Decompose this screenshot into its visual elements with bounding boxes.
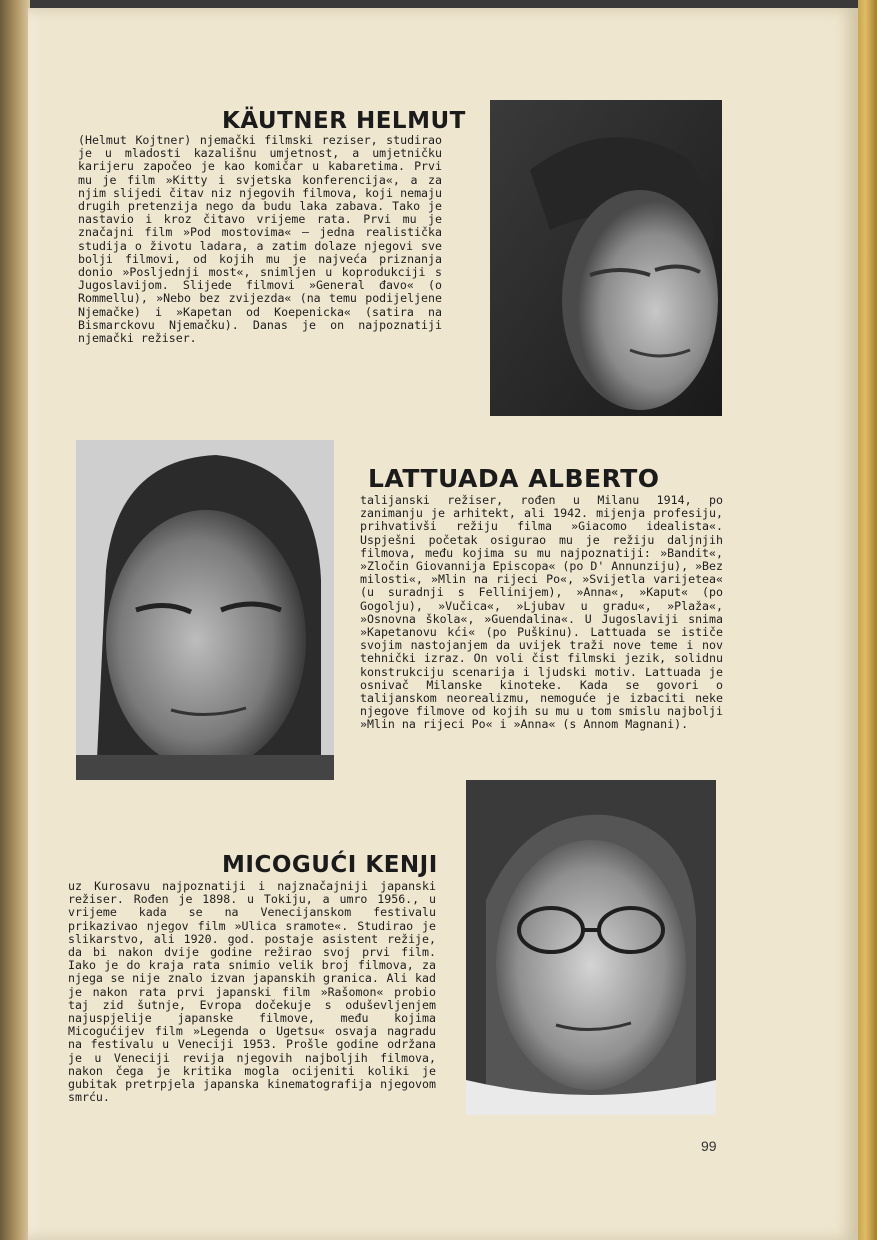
text-micoguci: uz Kurosavu najpoznatiji i najznačajniji japanski režiser. Rođen je 1898. u Tokiju, a umro 1956., u vrijeme kada se na Venecijanskom festivalu prikazivao njegov film »Ulica sramote«. Studirao je slikarstvo, ali 1920. god. postaje asistent režije, da bi nakon dvije godine režirao svoj prvi film. Iako je do kraja rata snimio velik broj filmova, za njega se nije znalo izvan japanskih granica. Ali kad je nakon rata prvi japanski film »Rašomon« probio taj zid šutnje, Evropa dočekuje s oduševljenjem najuspjelije japanske filmove, među kojima Micogućijev film »Legenda o Ugetsu« osvaja nagradu na festivalu u Veneciji 1953. Prošle godine održana je u Veneciji revija njegovih najboljih filmova, nakon čega je kritika mogla ocijeniti koliki je gubitak pretrpjela japanska kinematografija njegovom smrću. [68,879,436,1105]
page-number: 99 [701,1138,717,1154]
heading-lattuada: LATTUADA ALBERTO [368,464,660,493]
text-lattuada: talijanski režiser, rođen u Milanu 1914, po zanimanju je arhitekt, ali 1942. mijenja profesiju, prihvativši režiju filma »Giacomo idealista«. Uspješni početak osigurao mu je režiju daljnjih filmova, među kojima su mu najpoznatiji: »Bandit«, »Zločin Giovannija Episcopa« (po D' Annunziju), »Bez milosti«, »Mlin na rijeci Po«, »Svijetla varijetea« (u suradnji s Fellinijem), »Anna«, »Kaput« (po Gogolju), »Vučica«, »Ljubav u gradu«, »Plaža«, »Osnovna škola«, »Guendalina«. U Jugoslaviji snima »Kapetanovu kći« (po Puškinu). Lattuada se ističe svojim nastojanjem da uvijek traži nove teme i nov tehnički izraz. On voli čist filmski jezik, solidnu konstrukciju scenarija i ljudski motiv. Lattuada je osnivač Milanske kinoteke. Kada se govori o talijanskom neorealizmu, nemoguće je izbaciti neke njegove filmove od kojih su mu u tom smislu najbolji »Mlin na rijeci Po« i »Anna« (s Annom Magnani). [360,493,723,732]
text-kautner: (Helmut Kojtner) njemački filmski reziser, studirao je u mladosti kazališnu umjetnost, a umjetničku karijeru započeo je kao komičar u kabaretima. Prvi mu je film »Kitty i svjetska konferencija«, a za njim slijedi čitav niz njegovih filmova, koji nemaju drugih pretenzija nego da budu laka zabava. Tako je nastavio i kroz čitavo vrijeme rata. Prvi mu je značajni film »Pod mostovima« — jedna realistička studija o životu ladara, a zatim dolaze njegovi sve bolji filmovi, od kojih mu je najveća priznanja donio »Posljednji most«, snimljen u koprodukciji s Jugoslavijom. Slijede filmovi »General đavo« (o Rommellu), »Nebo bez zvijezda« (na temu podijeljene Njemačke) i »Kapetan od Koepenicka« (satira na Bismarckovu Njemačku). Danas je on najpoznatiji njemački režiser. [78,133,442,346]
photo-kautner [490,100,722,416]
book-spine [0,0,30,1240]
heading-micoguci: MICOGUĆI KENJI [222,852,438,878]
page-edge [858,0,877,1240]
photo-lattuada [76,440,334,780]
heading-kautner: KÄUTNER HELMUT [222,108,466,134]
photo-micoguci [466,780,716,1115]
